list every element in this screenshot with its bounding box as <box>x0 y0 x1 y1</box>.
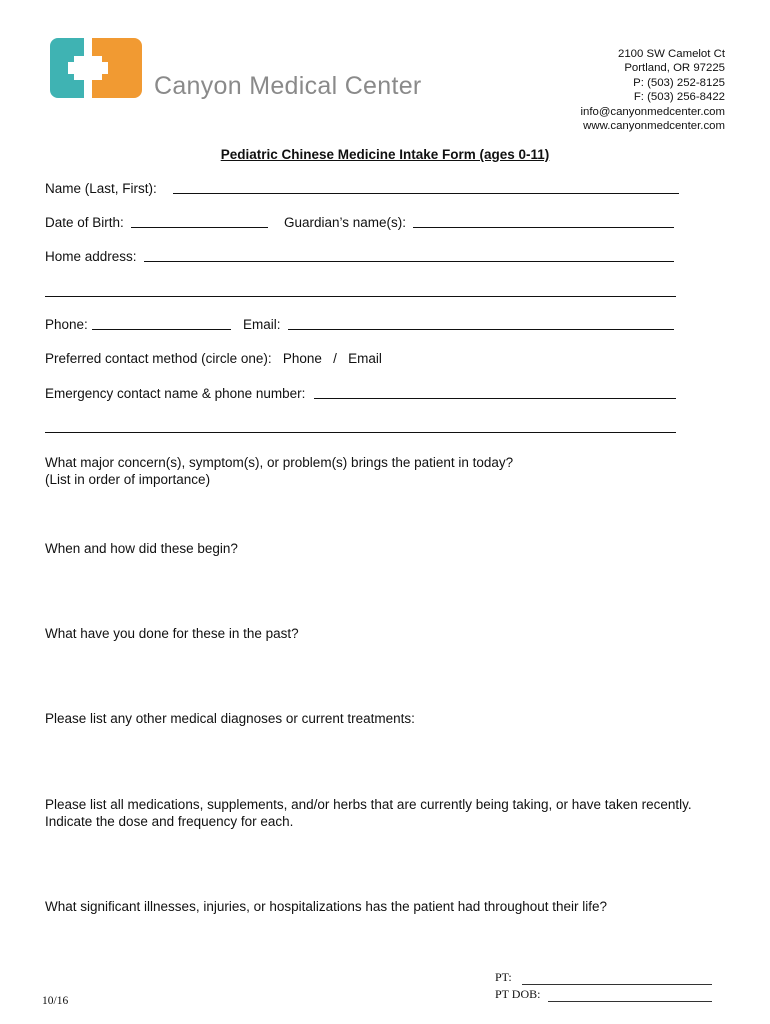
address-line: 2100 SW Camelot Ct <box>618 48 725 60</box>
dob-field[interactable] <box>131 227 268 228</box>
address-line: Portland, OR 97225 <box>624 62 725 75</box>
logo-teal-bracket <box>50 38 84 98</box>
address-field-line-2[interactable] <box>45 296 676 297</box>
question-onset: When and how did these begin? <box>45 541 238 556</box>
address-label: Home address: <box>45 249 137 264</box>
dob-label: Date of Birth: <box>45 215 124 230</box>
contact-method-label: Preferred contact method (circle one): Phone / Email <box>45 351 382 366</box>
question-concerns: What major concern(s), symptom(s), or problem(s) brings the patient in today? (List in order of importance) <box>45 455 514 487</box>
phone-label: Phone: <box>45 317 88 332</box>
name-label: Name (Last, First): <box>45 181 157 196</box>
pt-dob-field[interactable] <box>548 1001 712 1002</box>
emergency-contact-field-line-2[interactable] <box>45 432 676 433</box>
emergency-contact-field[interactable] <box>314 398 676 399</box>
question-medications: Please list all medications, supplements, and/or herbs that are currently being taking, or have taken recently. Indicate the dose and frequency for each. <box>45 797 692 829</box>
address-block <box>580 47 725 133</box>
question-illnesses-history: What significant illnesses, injuries, or hospitalizations has the patient had throughout their life? <box>45 899 608 914</box>
website-url: www.canyonmedcenter.com <box>583 120 725 133</box>
canyon-medical-logo <box>50 38 142 98</box>
form-title: Pediatric Chinese Medicine Intake Form (ages 0-11) <box>220 147 550 162</box>
name-field[interactable] <box>173 193 679 194</box>
form-version: 10/16 <box>42 995 69 1007</box>
guardian-field[interactable] <box>413 227 674 228</box>
address-field[interactable] <box>144 261 674 262</box>
guardian-label: Guardian’s name(s): <box>284 215 407 230</box>
pt-label: PT: <box>495 970 512 984</box>
email-label: Email: <box>243 317 281 332</box>
emergency-contact-label: Emergency contact name & phone number: <box>45 386 306 401</box>
pt-dob-label: PT DOB: <box>495 987 541 1001</box>
phone-field[interactable] <box>92 329 231 330</box>
fax-number: F: (503) 256-8422 <box>633 91 725 104</box>
phone-number: P: (503) 252-8125 <box>633 76 725 89</box>
logo-orange-bracket <box>92 38 142 98</box>
email-address: info@canyonmedcenter.com <box>580 105 725 118</box>
question-other-diagnoses: Please list any other medical diagnoses or current treatments: <box>45 711 415 726</box>
email-field[interactable] <box>288 329 674 330</box>
question-past-treatment: What have you done for these in the past? <box>45 626 299 641</box>
pt-field[interactable] <box>522 984 712 985</box>
brand-name: Canyon Medical Center <box>154 72 422 100</box>
